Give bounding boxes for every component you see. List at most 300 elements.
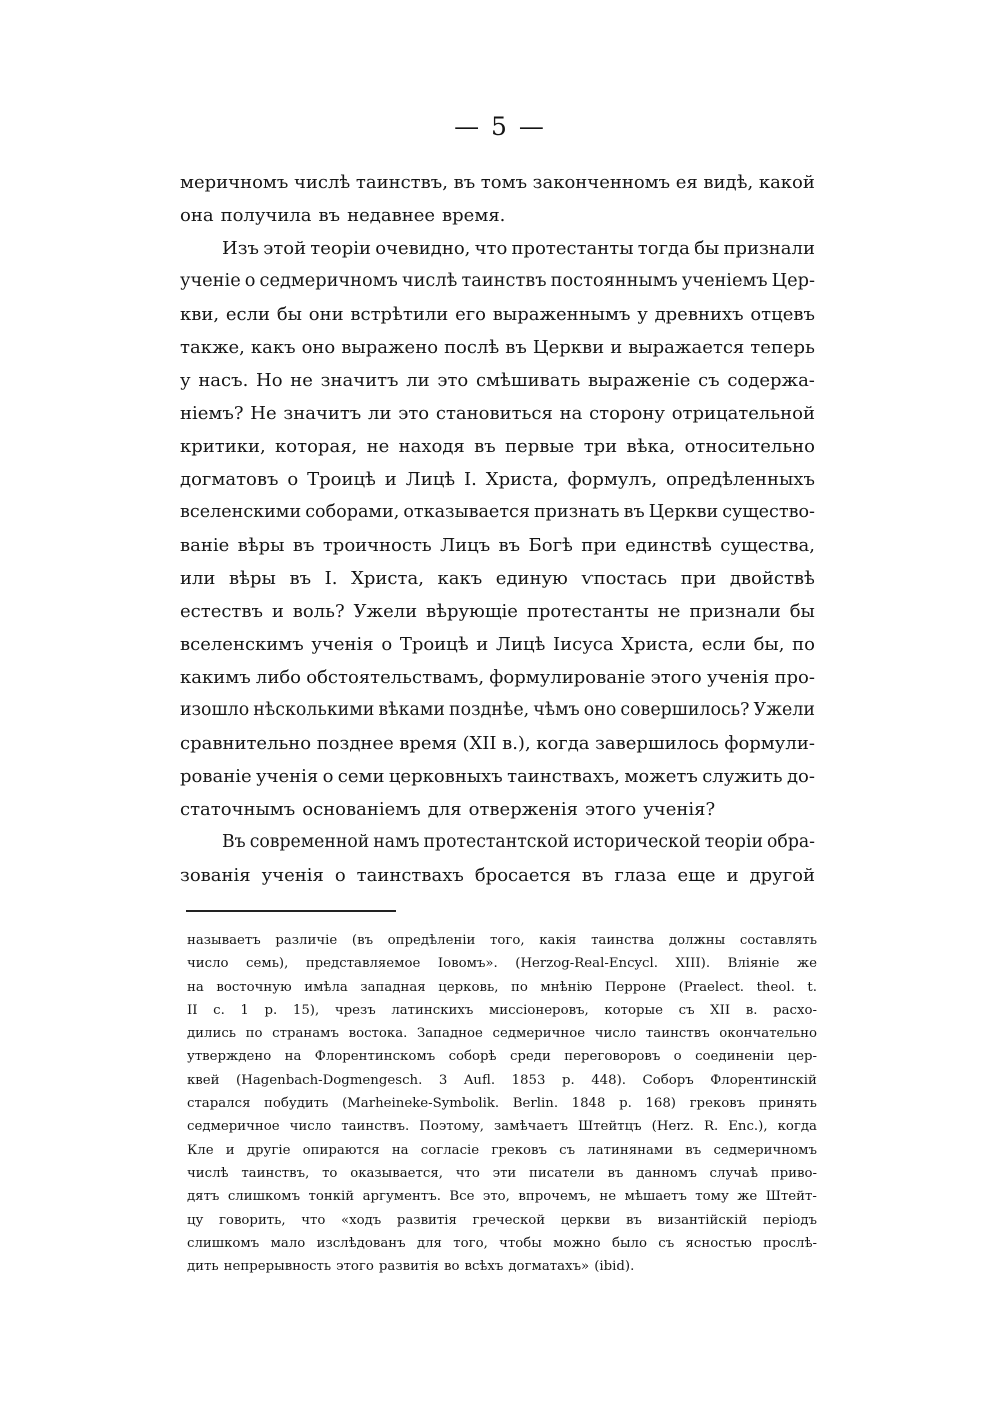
word: бы xyxy=(694,238,720,259)
word: насъ. xyxy=(198,370,249,391)
word: о xyxy=(673,1049,682,1065)
word: у xyxy=(180,370,191,391)
word: число xyxy=(187,956,229,972)
word: таинствъ xyxy=(461,271,547,291)
word: тогда xyxy=(637,238,690,259)
word: церковь, xyxy=(438,979,499,995)
word: p. xyxy=(264,1002,278,1018)
word: ученія xyxy=(255,766,319,787)
word: выраженнымъ xyxy=(492,304,631,325)
word: (въ xyxy=(351,933,374,948)
word: зованія xyxy=(180,865,251,886)
word: бы xyxy=(789,601,815,622)
word: изошло xyxy=(180,700,250,720)
word: они xyxy=(308,304,344,325)
word: 448). xyxy=(591,1072,627,1088)
word: ея xyxy=(675,172,698,193)
word: p. xyxy=(561,1072,575,1088)
word: церковныхъ xyxy=(388,766,503,787)
footnote-line xyxy=(187,952,817,975)
word: замѣчаетъ xyxy=(494,1119,568,1135)
word: слишкомъ xyxy=(187,1235,260,1251)
word: первые xyxy=(505,436,575,457)
word: въ xyxy=(498,535,521,556)
word: естествъ xyxy=(180,601,263,622)
word: (Marheineke-Symbolik. xyxy=(341,1096,500,1112)
word: очевидно, xyxy=(375,238,471,259)
word: таинства xyxy=(591,933,655,948)
word: опредѣленіи xyxy=(387,933,476,948)
word: отрицательной xyxy=(671,403,815,424)
word: можно xyxy=(553,1235,601,1251)
word: церкви xyxy=(560,1212,611,1228)
word: и xyxy=(476,634,489,655)
word: о xyxy=(381,634,393,655)
word: въ xyxy=(474,436,496,457)
word: западная xyxy=(360,979,426,995)
word: формулированіе xyxy=(489,667,646,688)
word: рованіе xyxy=(180,766,252,787)
word: ли xyxy=(368,403,392,424)
word: вѣры xyxy=(237,535,285,556)
word: грековъ xyxy=(689,1096,746,1112)
word: Іовомъ». xyxy=(437,956,498,972)
word: Христа, xyxy=(485,469,559,490)
word: въ xyxy=(292,535,315,556)
word: 1 xyxy=(240,1002,249,1018)
word: дились xyxy=(187,1026,237,1042)
word: другіе xyxy=(246,1142,291,1158)
word: 1848 xyxy=(571,1096,606,1112)
word: существа, xyxy=(720,535,815,556)
word: ваніе xyxy=(180,535,230,556)
text-line xyxy=(180,562,815,595)
word: позднее xyxy=(316,733,394,754)
word: ученія xyxy=(261,865,324,886)
word: седмеричномъ xyxy=(259,271,398,291)
word: число xyxy=(594,1026,637,1042)
word: Христа, xyxy=(621,634,695,655)
word: какія xyxy=(539,933,577,948)
word: въ xyxy=(625,1212,642,1228)
text-line xyxy=(180,760,815,793)
word: писатели xyxy=(529,1165,595,1181)
word: оно xyxy=(583,700,617,720)
word: Enc.), xyxy=(728,1119,768,1135)
footnote-line xyxy=(187,1162,817,1185)
word: ученія xyxy=(707,667,770,688)
word: въ xyxy=(318,205,341,226)
word: находя xyxy=(398,436,465,457)
word: аргументъ. xyxy=(362,1189,441,1205)
word: таинствъ, xyxy=(241,1165,310,1181)
word: Церкви xyxy=(532,337,605,358)
word: теперь xyxy=(750,337,815,358)
word: Aufl. xyxy=(463,1072,496,1088)
word: по xyxy=(792,634,815,655)
word: до- xyxy=(786,766,815,787)
word: если xyxy=(701,634,746,655)
word: съ xyxy=(698,370,720,391)
word: какимъ xyxy=(180,667,251,688)
word: прослѣ- xyxy=(763,1235,817,1251)
word: Церкви xyxy=(648,502,719,522)
word: 15), xyxy=(292,1002,320,1018)
word: было xyxy=(611,1235,647,1251)
footnote-divider xyxy=(186,910,396,912)
word: въ xyxy=(453,172,476,193)
word: для xyxy=(427,799,462,820)
footnote-line xyxy=(187,929,817,952)
word: приво- xyxy=(770,1165,817,1181)
word: «ходъ xyxy=(340,1212,382,1228)
word: ученіе xyxy=(180,271,241,291)
word: при xyxy=(581,535,617,556)
word: среди xyxy=(509,1049,551,1065)
word: не xyxy=(657,601,681,622)
text-line xyxy=(180,265,815,298)
word: Богѣ xyxy=(528,535,573,556)
word: цер- xyxy=(787,1049,817,1065)
word: латинскихъ xyxy=(391,1002,474,1018)
word: или xyxy=(180,568,216,589)
text-line xyxy=(180,166,815,199)
word: (ibid). xyxy=(594,1259,635,1275)
word: Лицъ xyxy=(440,535,491,556)
word: мѣшаетъ xyxy=(624,1189,687,1205)
footnote-line xyxy=(187,976,817,999)
text-line xyxy=(180,298,815,331)
word: на xyxy=(559,403,583,424)
word: Все xyxy=(449,1189,475,1205)
word: c. xyxy=(213,1002,225,1018)
text-line xyxy=(180,463,815,496)
word: p. xyxy=(619,1096,632,1112)
word: седмеричное xyxy=(187,1119,280,1135)
word: формули- xyxy=(724,733,815,754)
word: числѣ xyxy=(187,1165,229,1181)
word: догматовъ xyxy=(180,469,279,490)
word: Но xyxy=(256,370,283,391)
word: становиться xyxy=(435,403,553,424)
word: сторону xyxy=(589,403,665,424)
text-line xyxy=(180,496,815,529)
word: Іисуса xyxy=(553,634,614,655)
word: отказывается xyxy=(403,502,530,522)
word: мало xyxy=(270,1235,306,1251)
word: двойствѣ xyxy=(729,568,815,589)
word: соединеніи xyxy=(695,1049,775,1065)
word: единую xyxy=(495,568,568,589)
word: о xyxy=(287,469,299,490)
word: не xyxy=(290,370,313,391)
word: завершилось xyxy=(595,733,719,754)
word: получила xyxy=(220,205,312,226)
word: отцевъ xyxy=(750,304,815,325)
word: это xyxy=(398,403,430,424)
word: три xyxy=(583,436,618,457)
word: вѣка, xyxy=(626,436,676,457)
word: дить xyxy=(187,1259,219,1275)
word: согласіе xyxy=(420,1142,480,1158)
word: что xyxy=(301,1212,326,1228)
word: статочнымъ xyxy=(180,799,296,820)
word: Въ xyxy=(222,832,246,852)
word: о xyxy=(322,766,334,787)
word: побудить xyxy=(264,1096,329,1112)
word: протестанты xyxy=(526,601,649,622)
word: ѵпостась xyxy=(581,568,668,589)
word: квей xyxy=(187,1072,220,1088)
word: оно xyxy=(301,337,336,358)
footnote-line xyxy=(187,1209,817,1232)
word: Троицѣ xyxy=(399,634,469,655)
page-number: — 5 — xyxy=(454,112,546,141)
word: которые xyxy=(604,1002,664,1018)
word: какъ xyxy=(437,568,483,589)
text-line xyxy=(180,826,815,859)
word: вселенскими xyxy=(180,502,302,522)
word: ли xyxy=(406,370,430,391)
word: (Herz. xyxy=(651,1119,694,1135)
word: Лицѣ xyxy=(405,469,456,490)
text-line xyxy=(180,397,815,430)
text-line xyxy=(180,661,815,694)
word: значитъ xyxy=(320,370,399,391)
footnote-line xyxy=(187,1022,817,1045)
word: странамъ xyxy=(272,1026,339,1042)
word: о xyxy=(334,865,346,886)
word: переговоровъ xyxy=(564,1049,661,1065)
word: (XII xyxy=(462,733,497,754)
word: седмеричномъ xyxy=(713,1142,817,1158)
word: опредѣленныхъ xyxy=(666,469,815,490)
word: глаза xyxy=(614,865,667,886)
footnote-line xyxy=(187,1185,817,1208)
footnote-line xyxy=(187,1069,817,1092)
word: называетъ xyxy=(187,933,261,948)
word: что xyxy=(455,1165,480,1181)
word: можетъ xyxy=(624,766,698,787)
text-line xyxy=(180,793,815,826)
word: видѣ, xyxy=(703,172,754,193)
word: латинянами xyxy=(587,1142,674,1158)
word: это xyxy=(437,370,469,391)
word: византійскій xyxy=(657,1212,748,1228)
word: того, xyxy=(453,1235,488,1251)
word: XIII). xyxy=(675,956,711,972)
word: оказывается, xyxy=(350,1165,443,1181)
word: служить xyxy=(702,766,783,787)
word: тонкій xyxy=(308,1189,355,1205)
word: случаѣ xyxy=(709,1165,759,1181)
word: данномъ xyxy=(636,1165,697,1181)
word: миссіонеровъ, xyxy=(488,1002,589,1018)
word: намъ xyxy=(373,832,420,852)
word: седмеричное xyxy=(492,1026,586,1042)
word: ученіемъ xyxy=(681,271,768,291)
word: исторической xyxy=(573,832,701,852)
word: ясностью xyxy=(685,1235,752,1251)
word: Перроне xyxy=(604,979,667,995)
word: кви, xyxy=(180,304,220,325)
word: старался xyxy=(187,1096,251,1112)
word: какъ xyxy=(250,337,296,358)
word: непрерывность xyxy=(223,1259,332,1275)
word: встрѣтили xyxy=(350,304,449,325)
word: ніемъ? xyxy=(180,403,244,424)
word: же xyxy=(737,1189,758,1205)
word: не xyxy=(599,1189,617,1205)
word: 168) xyxy=(645,1096,676,1112)
word: таинствъ, xyxy=(355,172,448,193)
word: когда xyxy=(536,733,590,754)
word: грековъ xyxy=(491,1142,547,1158)
word: то xyxy=(322,1165,338,1181)
word: нѣсколькими xyxy=(253,700,375,720)
word: представляемое xyxy=(305,956,421,972)
word: о xyxy=(244,271,256,291)
word: Изъ xyxy=(222,238,259,259)
footnote-line xyxy=(187,1115,817,1138)
word: когда xyxy=(777,1119,817,1135)
word: признали xyxy=(689,601,781,622)
word: в. xyxy=(745,1002,758,1018)
word: существо- xyxy=(722,502,815,522)
word: догматахъ» xyxy=(508,1259,590,1275)
word: говорить, xyxy=(218,1212,286,1228)
word: бы xyxy=(276,304,302,325)
word: совершилось? xyxy=(620,700,750,720)
word: его xyxy=(455,304,486,325)
word: въ xyxy=(581,865,604,886)
text-line xyxy=(180,430,815,463)
word: меричномъ xyxy=(180,172,289,193)
word: дятъ xyxy=(187,1189,220,1205)
word: 3 xyxy=(438,1072,448,1088)
word: теоріи xyxy=(704,832,763,852)
word: II xyxy=(187,1002,198,1018)
word: какой xyxy=(758,172,815,193)
word: на xyxy=(187,979,204,995)
word: при xyxy=(680,568,717,589)
word: этого xyxy=(650,667,702,688)
word: числѣ xyxy=(294,172,351,193)
word: по xyxy=(245,1026,263,1042)
word: если xyxy=(225,304,271,325)
word: другой xyxy=(749,865,815,886)
word: выражено xyxy=(341,337,439,358)
word: въ xyxy=(607,1165,624,1181)
word: мнѣнію xyxy=(540,979,593,995)
main-text xyxy=(180,166,815,892)
word: отверженія xyxy=(468,799,579,820)
word: бы, xyxy=(753,634,785,655)
word: Ужели xyxy=(753,700,815,720)
word: Не xyxy=(250,403,277,424)
word: Западное xyxy=(416,1026,483,1042)
word: Флорентинскій xyxy=(710,1072,817,1088)
word: семь), xyxy=(246,956,289,972)
word: для xyxy=(416,1235,442,1251)
word: этой xyxy=(263,238,307,259)
word: чѣмъ xyxy=(533,700,580,720)
word: древнихъ xyxy=(654,304,744,325)
word: развитія xyxy=(396,1212,457,1228)
word: таинствъ xyxy=(645,1026,710,1042)
word: в.), xyxy=(502,733,531,754)
text-line xyxy=(180,364,815,397)
word: съ xyxy=(658,1235,675,1251)
word: и xyxy=(726,865,739,886)
word: соборѣ xyxy=(448,1049,497,1065)
word: различіе xyxy=(275,933,338,948)
word: выраженіе xyxy=(588,370,691,391)
word: І. xyxy=(324,568,338,589)
word: теоріи xyxy=(310,238,372,259)
word: утверждено xyxy=(187,1049,272,1065)
word: признали xyxy=(723,238,815,259)
word: бросается xyxy=(474,865,571,886)
word: t. xyxy=(807,979,817,995)
word: въ xyxy=(685,1142,702,1158)
text-line xyxy=(180,199,815,232)
word: опираются xyxy=(302,1142,380,1158)
word: во xyxy=(443,1259,460,1275)
word: впрочемъ, xyxy=(518,1189,591,1205)
word: еще xyxy=(677,865,716,886)
word: восточную xyxy=(216,979,292,995)
word: принять xyxy=(758,1096,817,1112)
footnote-line xyxy=(187,1232,817,1255)
word: смѣшивать xyxy=(476,370,581,391)
word: Троицѣ xyxy=(307,469,376,490)
word: и xyxy=(610,337,623,358)
word: тому xyxy=(695,1189,729,1205)
word: содержа- xyxy=(727,370,815,391)
word: формулъ, xyxy=(567,469,658,490)
word: единствѣ xyxy=(625,535,712,556)
word: Штейтцъ xyxy=(578,1119,642,1135)
word: время xyxy=(399,733,457,754)
word: R. xyxy=(703,1119,719,1135)
word: Поэтому, xyxy=(419,1119,485,1135)
word: расхо- xyxy=(773,1002,817,1018)
word: позднѣе, xyxy=(449,700,530,720)
word: сравнительно xyxy=(180,733,312,754)
word: XII xyxy=(710,1002,731,1018)
word: значитъ xyxy=(283,403,362,424)
word: этого xyxy=(336,1259,374,1275)
word: ученія xyxy=(311,634,374,655)
word: Цер- xyxy=(771,271,815,291)
word: чрезъ xyxy=(334,1002,376,1018)
word: вѣками xyxy=(378,700,445,720)
word: она xyxy=(180,205,214,226)
word: вѣры xyxy=(229,568,276,589)
footnote-line xyxy=(187,999,817,1022)
text-line xyxy=(180,859,815,892)
word: основаніемъ xyxy=(302,799,421,820)
word: Кле xyxy=(187,1142,214,1158)
word: на xyxy=(391,1142,409,1158)
word: съ xyxy=(559,1142,576,1158)
word: востока. xyxy=(348,1026,408,1042)
word: у xyxy=(637,304,648,325)
footnotes xyxy=(187,929,817,1278)
word: и xyxy=(271,601,284,622)
word: соборами, xyxy=(305,502,400,522)
